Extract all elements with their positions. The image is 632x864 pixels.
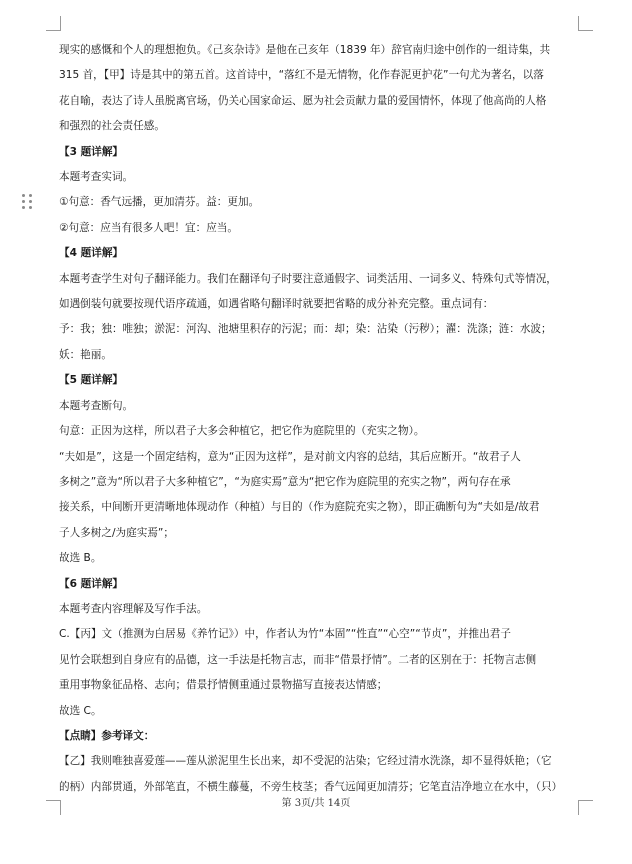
text-line: 接关系，中间断开更清晰地体现动作（种植）与目的（作为庭院充实之物），即正确断句为“夫如是/故君 — [59, 501, 540, 514]
corner-mark-top-right — [578, 16, 593, 31]
section-heading-q3: 【3 题详解】 — [59, 145, 124, 158]
text-line: 妖：艳丽。 — [59, 348, 112, 361]
text-line: 本题考查内容理解及写作手法。 — [59, 602, 208, 615]
text-line: 本题考查学生对句子翻译能力。我们在翻译句子时要注意通假字、词类活用、一词多义、特殊句式等情况， — [59, 272, 557, 285]
document-body — [59, 38, 580, 800]
text-line: 子人多树之/为庭实焉”； — [59, 526, 174, 539]
section-heading-q6: 【6 题详解】 — [59, 577, 124, 590]
page-footer: 第 3页/共 14页 — [281, 798, 351, 809]
text-line: 见竹会联想到自身应有的品德，这一手法是托物言志，而非“借景抒情”。二者的区别在于：托物言志侧 — [59, 653, 537, 666]
text-line: 多树之”意为“所以君子大多种植它”，“为庭实焉”意为“把它作为庭院里的充实之物”，两句存在承 — [59, 475, 511, 488]
text-line: 花自喻，表达了诗人虽脱离官场，仍关心国家命运、愿为社会贡献力量的爱国情怀，体现了他高尚的人格 — [59, 94, 547, 107]
text-line: 现实的感慨和个人的理想抱负。《己亥杂诗》是他在己亥年（1839 年）辞官南归途中创作的一组诗集，共 — [59, 44, 551, 56]
text-line: ①句意：香气远播，更加清芬。益：更加。 — [59, 196, 260, 209]
text-line: 如遇倒装句就要按现代语序疏通，如遇省略句翻译时就要把省略的成分补充完整。重点词有： — [59, 298, 494, 311]
text-line: C.【丙】文（推测为白居易《养竹记》）中，作者认为竹“本固”“性直”“心空”“节贞”，并推出君子 — [59, 628, 511, 641]
text-line: 故选 B。 — [59, 552, 102, 565]
text-line: 本题考查实词。 — [59, 171, 134, 184]
text-line: 本题考查断句。 — [59, 399, 134, 412]
text-line: 故选 C。 — [59, 704, 102, 717]
text-line: 的柄）内部贯通，外部笔直，不横生藤蔓，不旁生枝茎；香气远闻更加清芬；它笔直洁净地立在水中，（只） — [59, 780, 563, 793]
corner-mark-top-left — [46, 16, 61, 31]
text-line: 予：我；独：唯独；淤泥：河沟、池塘里积存的污泥；而：却；染：沾染（污秽）；濯：洗涤；涟：水波； — [59, 323, 552, 336]
text-line: 315 首，【甲】诗是其中的第五首。这首诗中，“落红不是无情物，化作春泥更护花”一句尤为著名，以落 — [59, 69, 544, 82]
text-line: 【乙】我则唯独喜爱莲——莲从淤泥里生长出来，却不受泥的沾染；它经过清水洗涤，却不显得妖艳；（它 — [59, 755, 552, 768]
section-heading-q4: 【4 题详解】 — [59, 247, 124, 260]
text-line: ②句意：应当有很多人吧！宜：应当。 — [59, 221, 238, 234]
text-line: 句意：正因为这样，所以君子大多会种植它，把它作为庭院里的（充实之物）。 — [59, 425, 425, 438]
section-heading-translation: 【点睛】参考译文： — [59, 729, 155, 742]
text-line: 重用事物象征品格、志向；借景抒情侧重通过景物描写直接表达情感； — [59, 679, 388, 692]
text-line: “夫如是”，这是一个固定结构，意为“正因为这样”，是对前文内容的总结，其后应断开。“故君子人 — [59, 450, 521, 463]
text-line: 和强烈的社会责任感。 — [59, 120, 165, 133]
section-heading-q5: 【5 题详解】 — [59, 374, 124, 387]
drag-handle-icon[interactable] — [22, 194, 34, 210]
